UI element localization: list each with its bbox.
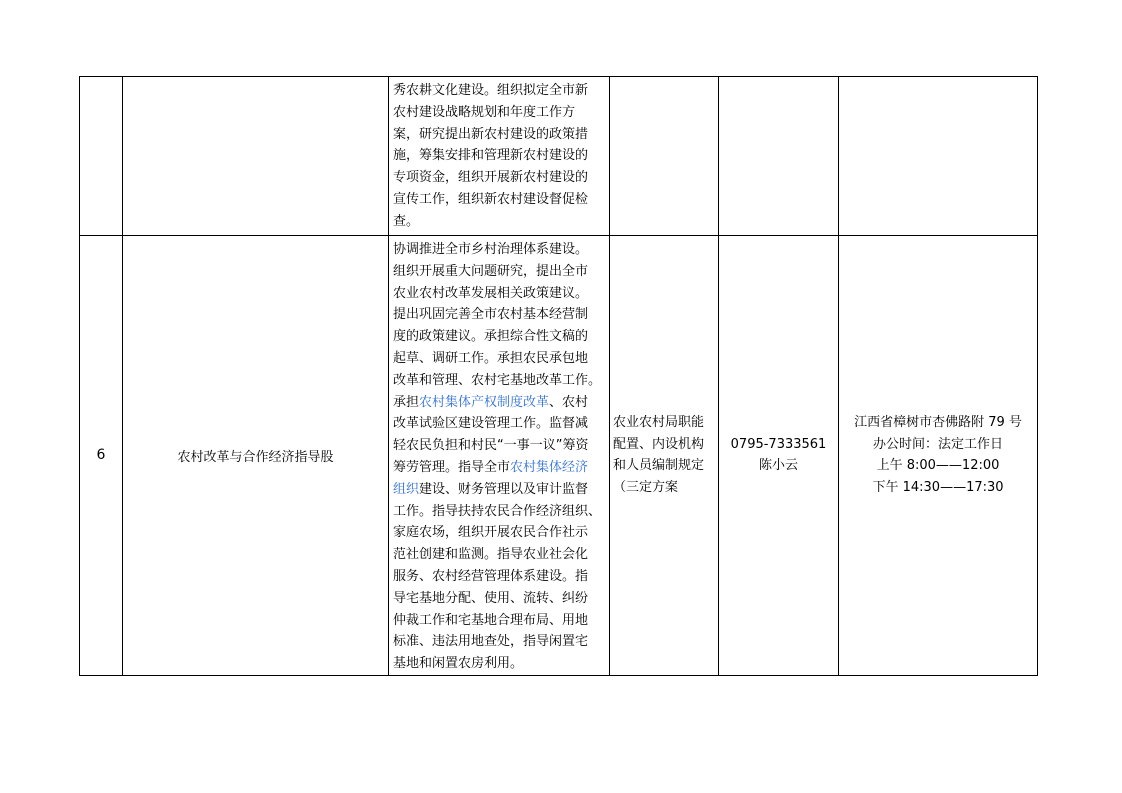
description-text: 筹劳管理。指导全市 (393, 459, 511, 475)
description-line: 施，筹集安排和管理新农村建设的 (393, 148, 589, 164)
collective-economic-org-link-cont[interactable]: 组织 (393, 481, 420, 497)
department-cell (123, 236, 389, 676)
description-cell (389, 77, 610, 236)
collective-economic-org-link[interactable]: 农村集体经济 (510, 459, 589, 475)
description-text: 承担 (393, 394, 420, 410)
description-line: 家庭农场，组织开展农民合作社示 (393, 525, 589, 541)
description-line: 案，研究提出新农村建设的政策措 (393, 126, 589, 142)
office-hours-label: 办公时间：法定工作日 (872, 436, 1003, 452)
description-line: 改革试验区建设管理工作。监督减 (393, 416, 589, 432)
table-row (80, 236, 1038, 676)
description-line: 宣传工作，组织新农村建设督促检 (393, 191, 589, 207)
description-line: 导宅基地分配、使用、流转、纠纷 (393, 590, 589, 606)
description-cell (389, 236, 610, 676)
department-cell (123, 77, 389, 236)
description-line: 提出巩固完善全市农村基本经营制 (393, 307, 589, 323)
collective-property-reform-link[interactable]: 农村集体产权制度改革 (419, 394, 550, 410)
office-cell (839, 236, 1038, 676)
contact-cell (719, 236, 839, 676)
description-line: 仲裁工作和宅基地合理布局、用地 (393, 612, 589, 628)
description-line (393, 392, 605, 414)
office-hours-morning: 上午 8:00——12:00 (876, 458, 1000, 474)
basis-cell (610, 77, 719, 236)
description-line: 轻农民负担和村民“一事一议”筹资 (393, 438, 589, 454)
duty-table (79, 76, 1038, 676)
office-address: 江西省樟树市杏佛路附 79 号 (854, 415, 1022, 431)
description-line: 农业农村改革发展相关政策建议。 (393, 285, 589, 301)
basis-cell (610, 236, 719, 676)
number-cell (80, 236, 123, 676)
description-line: 基地和闲置农房利用。 (393, 656, 524, 672)
description-line: 组织开展重大问题研究，提出全市 (393, 263, 589, 279)
description-line: 度的政策建议。承担综合性文稿的 (393, 329, 589, 345)
description-line: 起草、调研工作。承担农民承包地 (393, 350, 589, 366)
basis-text: 农业农村局职能配置、内设机构和人员编制规定（三定方案 (613, 415, 705, 495)
description-line: 工作。指导扶持农民合作经济组织、 (393, 503, 602, 519)
description-line: 改革和管理、农村宅基地改革工作。 (393, 372, 602, 388)
office-cell (839, 77, 1038, 236)
row-number: 6 (96, 447, 106, 464)
description-line: 范社创建和监测。指导农业社会化 (393, 547, 589, 563)
description-line: 查。 (393, 213, 420, 229)
description-line: 标准、违法用地查处，指导闲置宅 (393, 634, 589, 650)
description-line (393, 457, 605, 479)
description-line: 服务、农村经营管理体系建设。指 (393, 568, 589, 584)
description-text: 建设、财务管理以及审计监督 (419, 481, 589, 497)
contact-phone: 0795-7333561 (730, 436, 827, 452)
table-row (80, 77, 1038, 236)
description-line: 农村建设战略规划和年度工作方 (393, 104, 576, 120)
department-name: 农村改革与合作经济指导股 (177, 449, 334, 465)
contact-person: 陈小云 (758, 458, 798, 474)
description-line (393, 479, 605, 501)
description-text: 、农村 (549, 394, 589, 410)
contact-cell (719, 77, 839, 236)
description-line: 秀农耕文化建设。组织拟定全市新 (393, 83, 589, 98)
office-hours-afternoon: 下午 14:30——17:30 (872, 479, 1004, 495)
number-cell (80, 77, 123, 236)
description-line: 专项资金，组织开展新农村建设的 (393, 170, 589, 186)
description-line: 协调推进全市乡村治理体系建设。 (393, 242, 589, 257)
